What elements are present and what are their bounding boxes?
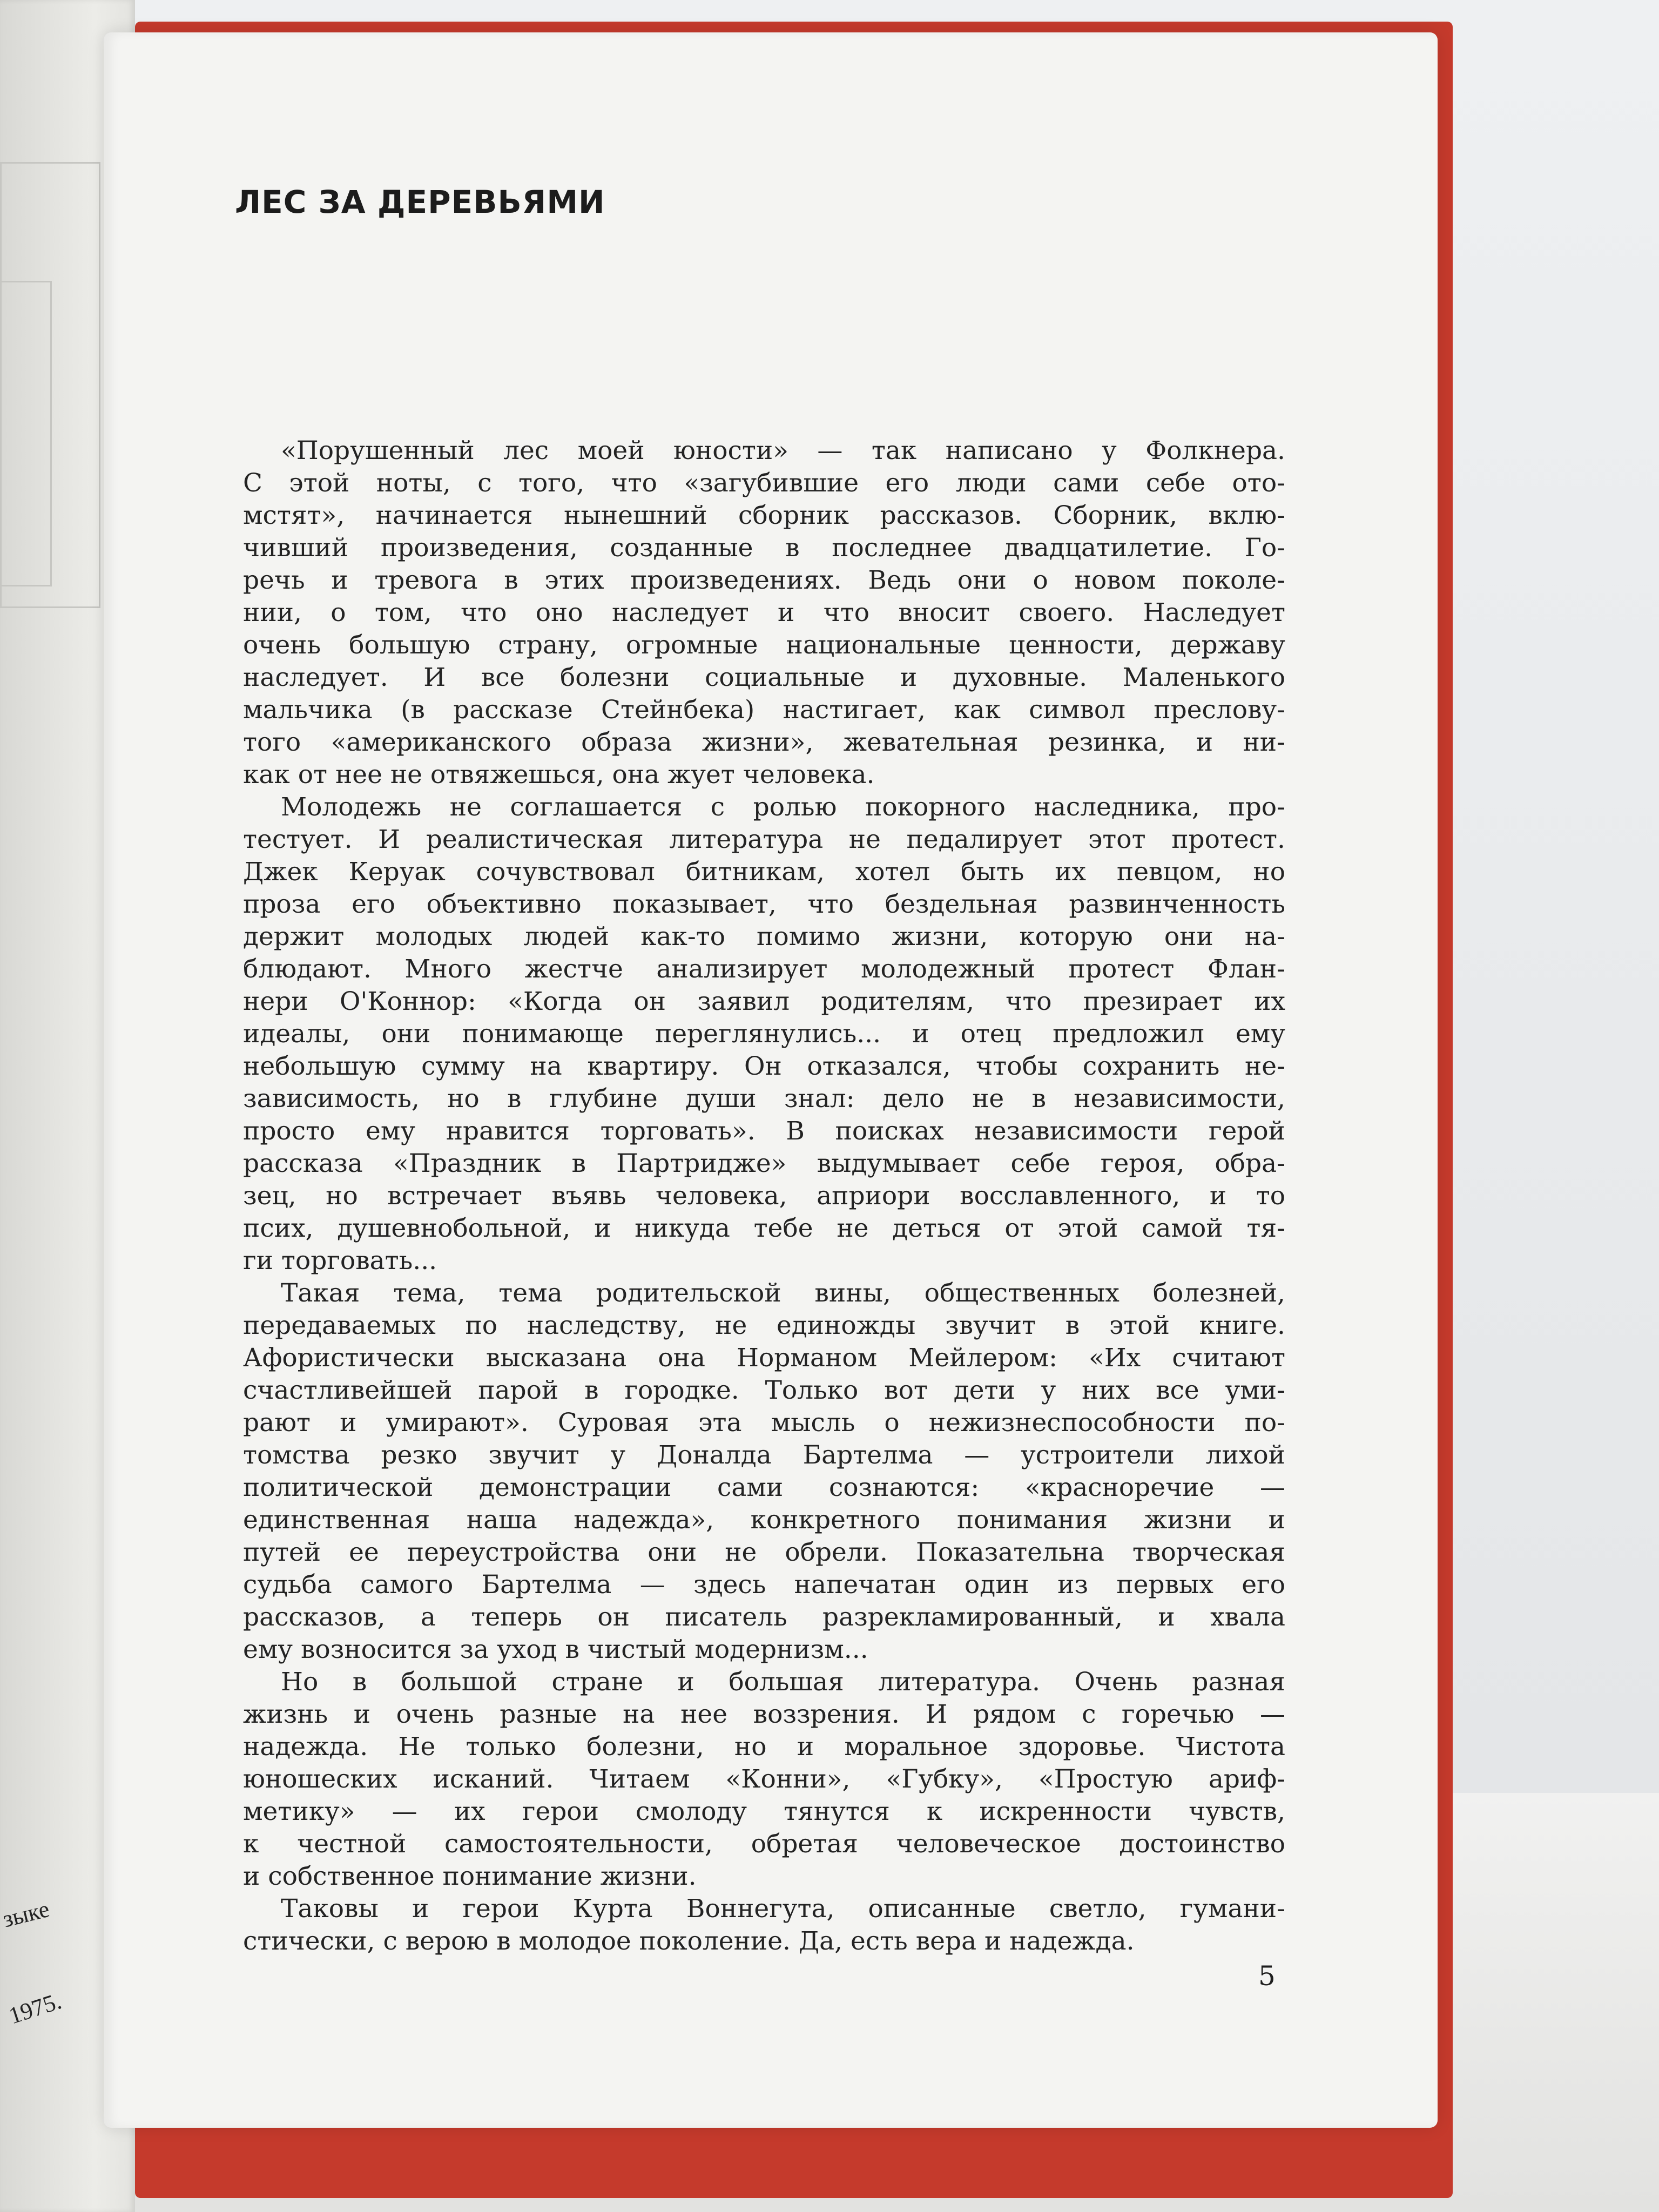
- text-line: как от нее не отвяжешься, она жует человека.: [243, 760, 875, 790]
- text-line: проза его объективно показывает, что бездельная развинченность: [243, 889, 1285, 919]
- text-line: нери О'Коннор: «Когда он заявил родителям, что презирает их: [243, 987, 1285, 1016]
- text-line: мальчика (в рассказе Стейнбека) настигает, как символ преслову-: [243, 695, 1285, 725]
- text-line: и собственное понимание жизни.: [243, 1862, 697, 1891]
- text-line: тестует. И реалистическая литература не педалирует этот протест.: [243, 825, 1285, 854]
- text-line: просто ему нравится торговать». В поисках независимости герой: [243, 1116, 1285, 1146]
- text-line: блюдают. Много жестче анализирует молодежный протест Флан-: [243, 954, 1285, 984]
- previous-page-fragment: 1975.: [5, 1987, 65, 2029]
- text-line: путей ее переустройства они не обрели. Показательна творческая: [243, 1537, 1285, 1567]
- text-line: чивший произведения, созданные в последнее двадцатилетие. Го-: [243, 533, 1285, 563]
- text-line: «Порушенный лес моей юности» — так написано у Фолкнера.: [281, 436, 1285, 466]
- text-line: Таковы и герои Курта Воннегута, описанные светло, гумани-: [281, 1894, 1285, 1924]
- previous-page-fragment: зыке: [0, 1895, 52, 1933]
- text-line: счастливейшей парой в городке. Только вот дети у них все уми-: [243, 1375, 1285, 1405]
- text-line: рассказов, а теперь он писатель разрекламированный, и хвала: [243, 1602, 1285, 1632]
- text-line: ему возносится за уход в чистый модернизм...: [243, 1635, 868, 1664]
- text-line: стически, с верою в молодое поколение. Да, есть вера и надежда.: [243, 1926, 1135, 1956]
- text-line: надежда. Не только болезни, но и моральное здоровье. Чистота: [243, 1732, 1285, 1762]
- text-line: рассказа «Праздник в Партридже» выдумывает себе героя, обра-: [243, 1149, 1285, 1178]
- text-line: мстят», начинается нынешний сборник рассказов. Сборник, вклю-: [243, 501, 1285, 530]
- text-line: псих, душевнобольной, и никуда тебе не деться от этой самой тя-: [243, 1213, 1285, 1243]
- page-number: 5: [1258, 1960, 1276, 1992]
- text-line: зависимость, но в глубине души знал: дело не в независимости,: [243, 1084, 1285, 1114]
- text-line: Но в большой стране и большая литература. Очень разная: [281, 1667, 1285, 1697]
- text-line: небольшую сумму на квартиру. Он отказался, чтобы сохранить не-: [243, 1051, 1285, 1081]
- text-line: С этой ноты, с того, что «загубившие его люди сами себе ото-: [243, 468, 1285, 498]
- text-line: судьба самого Бартелма — здесь напечатан один из первых его: [243, 1570, 1285, 1600]
- text-line: рают и умирают». Суровая эта мысль о нежизнеспособности по-: [243, 1408, 1285, 1438]
- text-line: зец, но встречает въявь человека, априори восславленного, и то: [243, 1181, 1285, 1211]
- text-line: к честной самостоятельности, обретая человеческое достоинство: [243, 1829, 1285, 1859]
- text-line: передаваемых по наследству, не единожды звучит в этой книге.: [243, 1311, 1285, 1340]
- text-line: идеалы, они понимающе переглянулись... и отец предложил ему: [243, 1019, 1285, 1049]
- text-line: речь и тревога в этих произведениях. Ведь они о новом поколе-: [243, 565, 1285, 595]
- text-line: единственная наша надежда», конкретного понимания жизни и: [243, 1505, 1285, 1535]
- text-line: наследует. И все болезни социальные и духовные. Маленького: [243, 663, 1285, 692]
- text-line: метику» — их герои смолоду тянутся к искренности чувств,: [243, 1797, 1285, 1826]
- chapter-heading: ЛЕС ЗА ДЕРЕВЬЯМИ: [235, 184, 605, 220]
- text-line: того «американского образа жизни», жевательная резинка, и ни-: [243, 727, 1285, 757]
- text-line: Молодежь не соглашается с ролью покорного наследника, про-: [281, 792, 1285, 822]
- text-line: Такая тема, тема родительской вины, общественных болезней,: [281, 1278, 1285, 1308]
- text-line: ги торговать...: [243, 1246, 437, 1276]
- text-line: держит молодых людей как-то помимо жизни, которую они на-: [243, 922, 1285, 952]
- text-line: Афористически высказана она Норманом Мейлером: «Их считают: [243, 1343, 1285, 1373]
- text-line: очень большую страну, огромные национальные ценности, державу: [243, 630, 1285, 660]
- text-line: политической демонстрации сами сознаются: «красноречие —: [243, 1473, 1285, 1502]
- text-line: жизнь и очень разные на нее воззрения. И рядом с горечью —: [243, 1700, 1285, 1729]
- text-line: томства резко звучит у Доналда Бартелма — устроители лихой: [243, 1440, 1285, 1470]
- text-line: юношеских исканий. Читаем «Конни», «Губку», «Простую ариф-: [243, 1764, 1285, 1794]
- text-line: Джек Керуак сочувствовал битникам, хотел быть их певцом, но: [243, 857, 1285, 887]
- text-line: нии, о том, что оно наследует и что вносит своего. Наследует: [243, 598, 1285, 628]
